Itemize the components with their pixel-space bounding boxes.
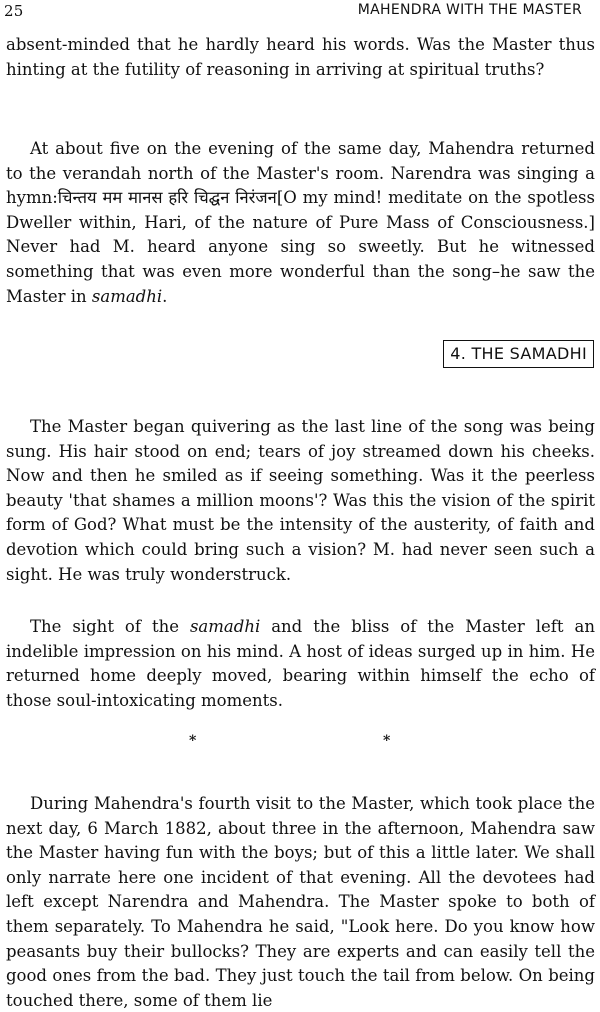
paragraph-1-text: absent-minded that he hardly heard his words. Was the Master thus hinting at the futility of reasoning in arriving at spiritual truths? — [6, 35, 595, 79]
page-header — [4, 2, 596, 24]
paragraph-2-italic-term: samadhi — [91, 286, 163, 306]
divider-star-left: * — [189, 733, 197, 749]
page-number: 25 — [4, 2, 24, 20]
paragraph-2-text-after-hymn: [O my mind! meditate on the spotless Dweller within, Hari, of the nature of Pure Mass of Consciousness.] Never had M. heard anyone sing so sweetly. But he witnessed something that was even more wonderful than the song–he saw the Master in — [6, 188, 595, 306]
paragraph-2-end: . — [162, 286, 168, 306]
hymn-devanagari: चिन्तय मम मानस हरि चिद्घन निरंजन — [57, 188, 277, 208]
paragraph-impression — [6, 615, 595, 713]
divider-star-right: * — [383, 733, 391, 749]
paragraph-5-text: During Mahendra's fourth visit to the Master, which took place the next day, 6 March 1882, about three in the afternoon, Mahendra saw the Master having fun with the boys; but of this a little later. We shall only narrate here one incident of that evening. All the devotees had left except Narendra and Mahendra. The Master spoke to both of them separately. To Mahendra he said, "Look here. Do you know how peasants buy their bullocks? They are experts and can easily tell the good ones from the bad. They just touch the tail from below. On being touched there, some of them lie — [6, 794, 595, 1010]
paragraph-hymn — [6, 137, 595, 309]
paragraph-samadhi-description — [6, 415, 595, 587]
section-heading: 4. THE SAMADHI — [450, 344, 587, 363]
paragraph-continuation — [6, 33, 595, 82]
paragraph-3-text: The Master began quivering as the last line of the song was being sung. His hair stood on end; tears of joy streamed down his cheeks. Now and then he smiled as if seeing something. Was it the peerless beauty 'that shames a million moons'? Was this the vision of the spirit form of God? What must be the intensity of the austerity, of faith and devotion which could bring such a vision? M. had never seen such a sight. He was truly wonderstruck. — [6, 417, 595, 584]
paragraph-4-text-rest: and the bliss of the Master left an indelible impression on his mind. A host of ideas surged up in him. He returned home deeply moved, bearing within himself the echo of those soul-intoxicating moments. — [6, 617, 595, 710]
paragraph-4-text-start: The sight of the — [30, 617, 190, 636]
section-heading-box — [443, 340, 594, 368]
running-head: MAHENDRA WITH THE MASTER — [357, 2, 582, 18]
paragraph-fourth-visit — [6, 792, 595, 1012]
paragraph-2-text-before-hymn: At about five on the evening of the same day, Mahendra returned to the verandah north of the Master's room. Narendra was singing a hymn: — [6, 139, 595, 208]
paragraph-4-italic-term: samadhi — [189, 617, 261, 636]
